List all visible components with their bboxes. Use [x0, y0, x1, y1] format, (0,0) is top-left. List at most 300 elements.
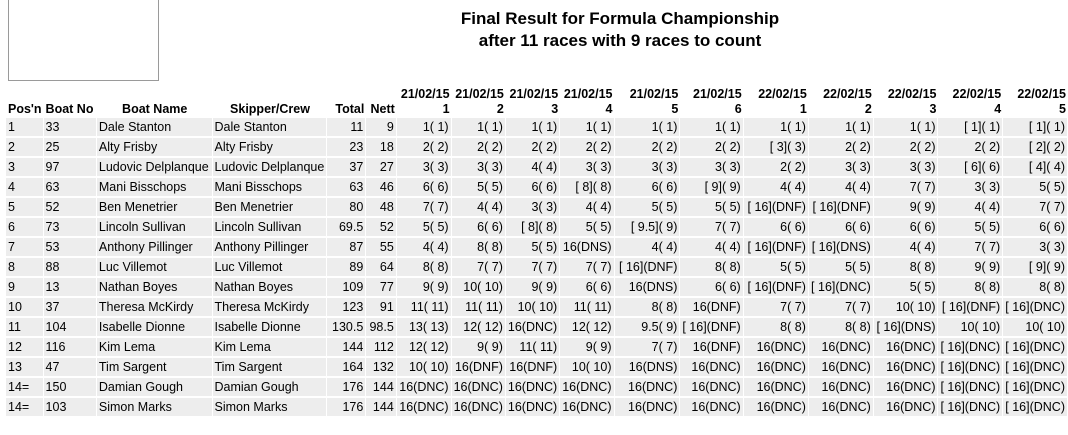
- skipper-cell: Ludovic Delplanque: [213, 158, 328, 178]
- nett-cell: 98.5: [366, 318, 396, 338]
- race-result-cell: 4( 4): [809, 178, 874, 198]
- position-cell: 4: [6, 178, 44, 198]
- race-result-cell: [ 16](DNF): [615, 258, 681, 278]
- boat-number-cell: 116: [44, 338, 97, 358]
- race-result-cell: 8( 8): [809, 318, 874, 338]
- skipper-cell: Ben Menetrier: [213, 198, 328, 218]
- boat-number-cell: 88: [44, 258, 97, 278]
- race-result-cell: 16(DNC): [615, 378, 681, 398]
- race-result-cell: 16(DNC): [452, 378, 506, 398]
- position-cell: 14=: [6, 398, 44, 418]
- race-number: 1: [442, 102, 450, 116]
- race-result-cell: 16(DNC): [809, 358, 874, 378]
- race-result-cell: 8( 8): [452, 238, 506, 258]
- col-header-race: [560, 87, 614, 118]
- boat-name-cell: Nathan Boyes: [97, 278, 213, 298]
- race-result-cell: 16(DNS): [615, 358, 681, 378]
- race-result-cell: 8( 8): [680, 258, 743, 278]
- race-result-cell: 4( 4): [506, 158, 560, 178]
- skipper-cell: Theresa McKirdy: [213, 298, 328, 318]
- race-result-cell: 10( 10): [452, 278, 506, 298]
- race-result-cell: 8( 8): [938, 278, 1003, 298]
- boat-name-cell: Dale Stanton: [97, 118, 213, 138]
- nett-cell: 112: [366, 338, 396, 358]
- race-number: 5: [1059, 102, 1066, 116]
- table-row: [6, 338, 1068, 358]
- race-result-cell: [ 16](DNF): [809, 198, 874, 218]
- position-cell: 11: [6, 318, 44, 338]
- race-result-cell: 16(DNC): [680, 398, 743, 418]
- position-cell: 13: [6, 358, 44, 378]
- race-result-cell: [ 16](DNC): [938, 338, 1003, 358]
- race-result-cell: 7( 7): [452, 258, 506, 278]
- nett-cell: 144: [366, 398, 396, 418]
- table-row: [6, 258, 1068, 278]
- nett-cell: 77: [366, 278, 396, 298]
- race-date: 21/02/15: [563, 87, 613, 101]
- total-cell: 109: [327, 278, 366, 298]
- race-result-cell: 5( 5): [397, 218, 452, 238]
- race-result-cell: [ 16](DNC): [809, 278, 874, 298]
- boat-name-cell: Lincoln Sullivan: [97, 218, 213, 238]
- col-header-race: [874, 87, 939, 118]
- race-result-cell: 9( 9): [938, 258, 1003, 278]
- race-result-cell: 2( 2): [397, 138, 452, 158]
- race-result-cell: [ 16](DNF): [938, 298, 1003, 318]
- boat-name-cell: Simon Marks: [97, 398, 213, 418]
- race-result-cell: 2( 2): [809, 138, 874, 158]
- nett-cell: 52: [366, 218, 396, 238]
- race-result-cell: 11( 11): [560, 298, 614, 318]
- total-cell: 130.5: [327, 318, 366, 338]
- nett-cell: 48: [366, 198, 396, 218]
- race-result-cell: [ 16](DNF): [744, 238, 809, 258]
- col-header-race: [615, 87, 681, 118]
- race-result-cell: 4( 4): [744, 178, 809, 198]
- race-result-cell: 4( 4): [874, 238, 939, 258]
- race-result-cell: 16(DNC): [506, 378, 560, 398]
- table-row: [6, 298, 1068, 318]
- table-row: [6, 138, 1068, 158]
- table-row: [6, 378, 1068, 398]
- skipper-cell: Mani Bisschops: [213, 178, 328, 198]
- nett-cell: 64: [366, 258, 396, 278]
- boat-number-cell: 103: [44, 398, 97, 418]
- race-result-cell: 16(DNC): [744, 378, 809, 398]
- race-result-cell: 6( 6): [809, 218, 874, 238]
- race-result-cell: 4( 4): [452, 198, 506, 218]
- race-result-cell: 3( 3): [560, 158, 614, 178]
- boat-name-cell: Isabelle Dionne: [97, 318, 213, 338]
- col-header-total: Total: [335, 102, 365, 116]
- race-result-cell: [ 3]( 3): [744, 138, 809, 158]
- total-cell: 123: [327, 298, 366, 318]
- boat-name-cell: Kim Lema: [97, 338, 213, 358]
- race-result-cell: 16(DNC): [680, 358, 743, 378]
- race-result-cell: 5( 5): [1003, 178, 1068, 198]
- race-result-cell: 16(DNC): [560, 378, 614, 398]
- race-result-cell: [ 16](DNS): [809, 238, 874, 258]
- race-result-cell: [ 1]( 1): [938, 118, 1003, 138]
- col-header-race: [680, 87, 743, 118]
- boat-number-cell: 104: [44, 318, 97, 338]
- total-cell: 37: [327, 158, 366, 178]
- skipper-cell: Luc Villemot: [213, 258, 328, 278]
- col-header-nett: Nett: [370, 102, 395, 116]
- race-result-cell: 5( 5): [938, 218, 1003, 238]
- nett-cell: 18: [366, 138, 396, 158]
- race-result-cell: 6( 6): [452, 218, 506, 238]
- race-result-cell: 8( 8): [874, 258, 939, 278]
- race-date: 21/02/15: [693, 87, 742, 101]
- race-number: 3: [929, 102, 937, 116]
- race-result-cell: 16(DNC): [397, 378, 452, 398]
- position-cell: 9: [6, 278, 44, 298]
- race-result-cell: 2( 2): [506, 138, 560, 158]
- race-result-cell: [ 16](DNF): [744, 198, 809, 218]
- race-result-cell: 1( 1): [397, 118, 452, 138]
- race-result-cell: 16(DNC): [809, 378, 874, 398]
- race-result-cell: 7( 7): [938, 238, 1003, 258]
- race-result-cell: 11( 11): [397, 298, 452, 318]
- table-row: [6, 158, 1068, 178]
- race-result-cell: 4( 4): [397, 238, 452, 258]
- race-result-cell: 6( 6): [680, 278, 743, 298]
- race-result-cell: 16(DNC): [452, 398, 506, 418]
- table-row: [6, 238, 1068, 258]
- table-row: [6, 278, 1068, 298]
- position-cell: 8: [6, 258, 44, 278]
- race-result-cell: 1( 1): [560, 118, 614, 138]
- total-cell: 69.5: [327, 218, 366, 238]
- skipper-cell: Isabelle Dionne: [213, 318, 328, 338]
- race-result-cell: 16(DNC): [615, 398, 681, 418]
- skipper-cell: Tim Sargent: [213, 358, 328, 378]
- position-cell: 6: [6, 218, 44, 238]
- race-result-cell: 5( 5): [744, 258, 809, 278]
- race-result-cell: 6( 6): [615, 178, 681, 198]
- race-result-cell: [ 16](DNC): [1003, 378, 1068, 398]
- race-result-cell: 2( 2): [452, 138, 506, 158]
- race-result-cell: 6( 6): [874, 218, 939, 238]
- race-result-cell: 7( 7): [560, 258, 614, 278]
- race-result-cell: [ 16](DNF): [680, 318, 743, 338]
- race-result-cell: 8( 8): [1003, 278, 1068, 298]
- boat-name-cell: Ben Menetrier: [97, 198, 213, 218]
- col-header-race: [744, 87, 809, 118]
- race-result-cell: 16(DNS): [615, 278, 681, 298]
- race-result-cell: 16(DNC): [744, 398, 809, 418]
- race-result-cell: 7( 7): [615, 338, 681, 358]
- nett-cell: 144: [366, 378, 396, 398]
- race-result-cell: [ 16](DNS): [874, 318, 939, 338]
- race-date: 21/02/15: [629, 87, 679, 101]
- race-result-cell: 3( 3): [874, 158, 939, 178]
- race-date: 21/02/15: [455, 87, 504, 101]
- race-result-cell: [ 4]( 4): [1003, 158, 1068, 178]
- race-result-cell: [ 16](DNC): [1003, 398, 1068, 418]
- boat-number-cell: 33: [44, 118, 97, 138]
- table-row: [6, 178, 1068, 198]
- boat-number-cell: 63: [44, 178, 97, 198]
- race-result-cell: 4( 4): [560, 198, 614, 218]
- position-cell: 14=: [6, 378, 44, 398]
- race-result-cell: 3( 3): [938, 178, 1003, 198]
- race-result-cell: 8( 8): [397, 258, 452, 278]
- boat-number-cell: 73: [44, 218, 97, 238]
- race-result-cell: 5( 5): [615, 198, 681, 218]
- race-result-cell: 16(DNC): [809, 338, 874, 358]
- race-result-cell: 10( 10): [1003, 318, 1068, 338]
- position-cell: 12: [6, 338, 44, 358]
- race-result-cell: [ 2]( 2): [1003, 138, 1068, 158]
- table-row: [6, 358, 1068, 378]
- position-cell: 1: [6, 118, 44, 138]
- race-result-cell: 12( 12): [560, 318, 614, 338]
- boat-name-cell: Alty Frisby: [97, 138, 213, 158]
- race-result-cell: 2( 2): [680, 138, 743, 158]
- race-date: 22/02/15: [887, 87, 937, 101]
- race-result-cell: 9( 9): [560, 338, 614, 358]
- race-result-cell: 10( 10): [397, 358, 452, 378]
- race-result-cell: 3( 3): [397, 158, 452, 178]
- race-result-cell: 12( 12): [397, 338, 452, 358]
- race-date: 22/02/15: [952, 87, 1002, 101]
- nett-cell: 9: [366, 118, 396, 138]
- position-cell: 5: [6, 198, 44, 218]
- race-result-cell: 16(DNC): [560, 398, 614, 418]
- boat-name-cell: Anthony Pillinger: [97, 238, 213, 258]
- nett-cell: 55: [366, 238, 396, 258]
- col-header-boat-no: Boat No: [45, 102, 94, 116]
- col-header-skipper: Skipper/Crew: [230, 102, 310, 116]
- race-result-cell: 10( 10): [506, 298, 560, 318]
- race-result-cell: 9( 9): [874, 198, 939, 218]
- boat-name-cell: Ludovic Delplanque: [97, 158, 213, 178]
- boat-number-cell: 97: [44, 158, 97, 178]
- race-result-cell: [ 16](DNF): [744, 278, 809, 298]
- position-cell: 7: [6, 238, 44, 258]
- race-result-cell: 1( 1): [506, 118, 560, 138]
- race-result-cell: 1( 1): [680, 118, 743, 138]
- race-result-cell: 3( 3): [506, 198, 560, 218]
- col-header-race: [452, 87, 506, 118]
- race-result-cell: 16(DNC): [744, 358, 809, 378]
- race-result-cell: 7( 7): [506, 258, 560, 278]
- boat-number-cell: 25: [44, 138, 97, 158]
- race-date: 21/02/15: [400, 87, 450, 101]
- boat-name-cell: Damian Gough: [97, 378, 213, 398]
- race-result-cell: [ 9]( 9): [1003, 258, 1068, 278]
- race-result-cell: 2( 2): [874, 138, 939, 158]
- nett-cell: 132: [366, 358, 396, 378]
- race-number: 2: [496, 102, 504, 116]
- position-cell: 10: [6, 298, 44, 318]
- race-result-cell: 5( 5): [452, 178, 506, 198]
- skipper-cell: Dale Stanton: [213, 118, 328, 138]
- race-result-cell: 4( 4): [680, 238, 743, 258]
- race-result-cell: 16(DNC): [397, 398, 452, 418]
- skipper-cell: Alty Frisby: [213, 138, 328, 158]
- race-result-cell: 7( 7): [809, 298, 874, 318]
- col-header-pos: Pos'n: [8, 102, 42, 116]
- race-result-cell: 5( 5): [809, 258, 874, 278]
- race-result-cell: 16(DNC): [874, 398, 939, 418]
- race-result-cell: 3( 3): [809, 158, 874, 178]
- race-result-cell: [ 16](DNC): [1003, 338, 1068, 358]
- boat-number-cell: 52: [44, 198, 97, 218]
- table-row: [6, 398, 1068, 418]
- race-number: 4: [994, 102, 1002, 116]
- race-result-cell: 2( 2): [938, 138, 1003, 158]
- race-result-cell: 10( 10): [874, 298, 939, 318]
- race-result-cell: 6( 6): [744, 218, 809, 238]
- race-result-cell: 16(DNC): [506, 398, 560, 418]
- boat-name-cell: Tim Sargent: [97, 358, 213, 378]
- total-cell: 89: [327, 258, 366, 278]
- race-result-cell: 9.5( 9): [615, 318, 681, 338]
- race-number: 2: [864, 102, 872, 116]
- table-row: [6, 318, 1068, 338]
- race-result-cell: 16(DNC): [874, 338, 939, 358]
- race-result-cell: 7( 7): [397, 198, 452, 218]
- race-result-cell: [ 8]( 8): [506, 218, 560, 238]
- total-cell: 11: [327, 118, 366, 138]
- race-date: 22/02/15: [823, 87, 872, 101]
- race-result-cell: 16(DNC): [874, 358, 939, 378]
- total-cell: 80: [327, 198, 366, 218]
- race-result-cell: 7( 7): [874, 178, 939, 198]
- race-number: 3: [551, 102, 559, 116]
- race-number: 1: [799, 102, 807, 116]
- boat-number-cell: 13: [44, 278, 97, 298]
- boat-number-cell: 53: [44, 238, 97, 258]
- race-date: 22/02/15: [758, 87, 807, 101]
- skipper-cell: Anthony Pillinger: [213, 238, 328, 258]
- race-result-cell: 10( 10): [938, 318, 1003, 338]
- race-result-cell: 8( 8): [615, 298, 681, 318]
- results-table: [6, 87, 1068, 418]
- skipper-cell: Nathan Boyes: [213, 278, 328, 298]
- race-result-cell: 2( 2): [615, 138, 681, 158]
- race-result-cell: 9( 9): [397, 278, 452, 298]
- boat-name-cell: Luc Villemot: [97, 258, 213, 278]
- race-result-cell: 6( 6): [560, 278, 614, 298]
- results-body: [6, 118, 1068, 418]
- total-cell: 176: [327, 378, 366, 398]
- race-result-cell: 16(DNC): [506, 318, 560, 338]
- race-result-cell: 5( 5): [874, 278, 939, 298]
- race-result-cell: [ 16](DNC): [938, 378, 1003, 398]
- col-header-race: [809, 87, 874, 118]
- boat-name-cell: Theresa McKirdy: [97, 298, 213, 318]
- position-cell: 3: [6, 158, 44, 178]
- race-result-cell: 16(DNF): [680, 338, 743, 358]
- race-result-cell: 11( 11): [452, 298, 506, 318]
- race-result-cell: 9( 9): [452, 338, 506, 358]
- col-header-race: [938, 87, 1003, 118]
- race-result-cell: 16(DNF): [680, 298, 743, 318]
- race-result-cell: 16(DNF): [506, 358, 560, 378]
- race-result-cell: [ 9]( 9): [680, 178, 743, 198]
- nett-cell: 46: [366, 178, 396, 198]
- boat-number-cell: 37: [44, 298, 97, 318]
- race-result-cell: 3( 3): [452, 158, 506, 178]
- position-cell: 2: [6, 138, 44, 158]
- race-result-cell: 16(DNC): [680, 378, 743, 398]
- race-result-cell: 16(DNC): [874, 378, 939, 398]
- race-result-cell: 5( 5): [506, 238, 560, 258]
- page-subtitle: after 11 races with 9 races to count: [478, 31, 762, 50]
- race-result-cell: 4( 4): [938, 198, 1003, 218]
- race-result-cell: 13( 13): [397, 318, 452, 338]
- race-date: 21/02/15: [509, 87, 559, 101]
- race-result-cell: [ 8]( 8): [560, 178, 614, 198]
- race-result-cell: 4( 4): [615, 238, 681, 258]
- total-cell: 87: [327, 238, 366, 258]
- race-result-cell: 16(DNF): [452, 358, 506, 378]
- race-result-cell: 6( 6): [1003, 218, 1068, 238]
- skipper-cell: Simon Marks: [213, 398, 328, 418]
- race-result-cell: [ 16](DNC): [938, 358, 1003, 378]
- col-header-race: [506, 87, 560, 118]
- table-row: [6, 218, 1068, 238]
- logo-placeholder: [8, 0, 159, 81]
- race-result-cell: [ 16](DNC): [938, 398, 1003, 418]
- race-result-cell: 11( 11): [506, 338, 560, 358]
- race-result-cell: 1( 1): [874, 118, 939, 138]
- race-result-cell: [ 16](DNC): [1003, 358, 1068, 378]
- race-result-cell: 7( 7): [744, 298, 809, 318]
- race-result-cell: 10( 10): [560, 358, 614, 378]
- race-result-cell: 7( 7): [1003, 198, 1068, 218]
- total-cell: 164: [327, 358, 366, 378]
- total-cell: 176: [327, 398, 366, 418]
- total-cell: 63: [327, 178, 366, 198]
- race-result-cell: 1( 1): [615, 118, 681, 138]
- race-number: 4: [605, 102, 613, 116]
- total-cell: 144: [327, 338, 366, 358]
- race-number: 6: [734, 102, 742, 116]
- race-result-cell: 1( 1): [809, 118, 874, 138]
- boat-name-cell: Mani Bisschops: [97, 178, 213, 198]
- race-result-cell: 6( 6): [506, 178, 560, 198]
- total-cell: 23: [327, 138, 366, 158]
- nett-cell: 27: [366, 158, 396, 178]
- col-header-boat-name: Boat Name: [122, 102, 188, 116]
- race-date: 22/02/15: [1017, 87, 1066, 101]
- race-result-cell: 5( 5): [560, 218, 614, 238]
- race-result-cell: 7( 7): [680, 218, 743, 238]
- nett-cell: 91: [366, 298, 396, 318]
- skipper-cell: Lincoln Sullivan: [213, 218, 328, 238]
- table-row: [6, 198, 1068, 218]
- race-result-cell: 9( 9): [506, 278, 560, 298]
- race-result-cell: 5( 5): [680, 198, 743, 218]
- race-result-cell: 16(DNC): [744, 338, 809, 358]
- race-result-cell: 3( 3): [1003, 238, 1068, 258]
- boat-number-cell: 150: [44, 378, 97, 398]
- race-result-cell: 8( 8): [744, 318, 809, 338]
- race-result-cell: 12( 12): [452, 318, 506, 338]
- race-result-cell: 1( 1): [744, 118, 809, 138]
- race-result-cell: 3( 3): [615, 158, 681, 178]
- race-result-cell: [ 16](DNC): [1003, 298, 1068, 318]
- race-result-cell: 6( 6): [397, 178, 452, 198]
- race-result-cell: [ 6]( 6): [938, 158, 1003, 178]
- table-row: [6, 118, 1068, 138]
- race-result-cell: 2( 2): [560, 138, 614, 158]
